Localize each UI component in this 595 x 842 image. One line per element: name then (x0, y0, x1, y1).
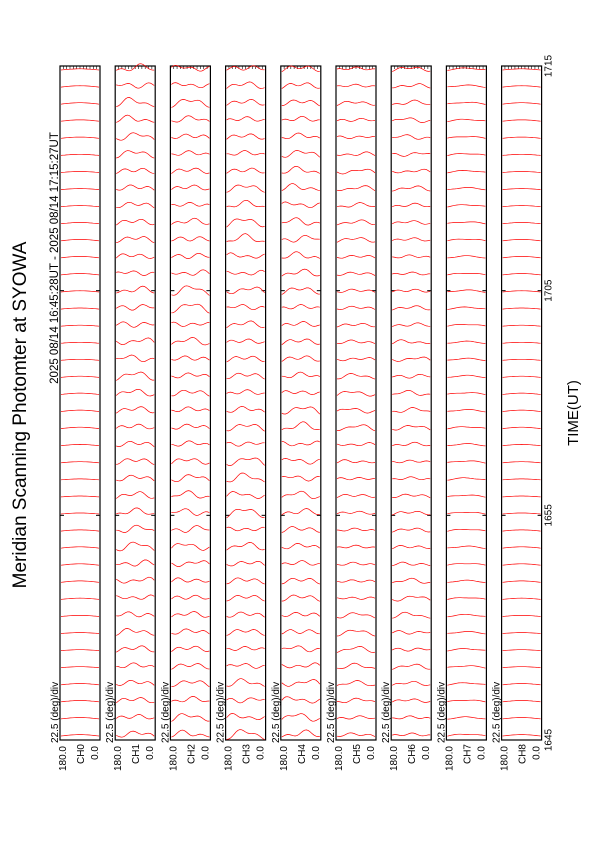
x-tick-label: 1655 (543, 504, 555, 527)
panel-frame (446, 66, 486, 740)
y-tick-label: 0.0 (255, 746, 267, 760)
channel-label: CH6 (407, 744, 419, 765)
y-tick-label: 180.0 (444, 746, 456, 772)
scale-label: 22.5 (deg)/div (50, 681, 61, 743)
channel-label: CH8 (517, 744, 529, 765)
y-tick-label: 180.0 (278, 746, 290, 772)
channel-label: CH0 (76, 744, 87, 765)
channel-label: CH5 (352, 744, 363, 765)
panel-frame (226, 66, 266, 740)
y-tick-label: 0.0 (310, 746, 322, 760)
y-tick-label: 180.0 (113, 746, 125, 772)
scale-label: 22.5 (deg)/div (105, 681, 117, 743)
channel-label: CH1 (131, 744, 143, 765)
y-tick-label: 0.0 (476, 746, 488, 760)
panel-frame (115, 66, 155, 740)
panel-frame (502, 66, 542, 740)
chart-title: Meridian Scanning Photomter at SYOWA (10, 241, 31, 589)
chart-subtitle: 2025 08/14 16:45:28UT - 2025 08/14 17:15:27UT (49, 132, 61, 384)
scale-label: 22.5 (deg)/div (491, 681, 503, 743)
y-tick-label: 180.0 (58, 746, 69, 772)
y-tick-label: 180.0 (223, 746, 235, 772)
scale-label: 22.5 (deg)/div (270, 681, 282, 743)
panels-group (50, 64, 543, 771)
scale-label: 22.5 (deg)/div (326, 681, 337, 743)
scale-label: 22.5 (deg)/div (436, 681, 448, 743)
y-tick-label: 0.0 (200, 746, 212, 760)
panel-frame (170, 66, 210, 740)
y-tick-label: 180.0 (499, 746, 511, 772)
y-tick-label: 0.0 (421, 746, 433, 760)
y-tick-label: 0.0 (90, 746, 101, 760)
x-tick-label: 1705 (543, 279, 555, 302)
panel-frame (60, 66, 100, 740)
channel-label: CH4 (296, 744, 308, 765)
panel-frame (336, 66, 376, 740)
scale-label: 22.5 (deg)/div (160, 681, 172, 743)
scale-label: 22.5 (deg)/div (215, 681, 227, 743)
channel-label: CH7 (462, 744, 474, 765)
panel-frame (281, 66, 321, 740)
y-tick-label: 180.0 (168, 746, 180, 772)
y-tick-label: 0.0 (145, 746, 157, 760)
scale-label: 22.5 (deg)/div (381, 681, 393, 743)
y-tick-label: 180.0 (389, 746, 401, 772)
channel-label: CH2 (186, 744, 198, 765)
channel-label: CH3 (241, 744, 253, 765)
x-axis-label: TIME(UT) (565, 380, 582, 446)
panel-frame (391, 66, 431, 740)
y-tick-label: 180.0 (334, 746, 345, 772)
x-tick-label: 1645 (543, 728, 555, 752)
y-tick-label: 0.0 (531, 746, 543, 760)
x-tick-label: 1715 (543, 54, 555, 78)
y-tick-label: 0.0 (366, 746, 377, 760)
